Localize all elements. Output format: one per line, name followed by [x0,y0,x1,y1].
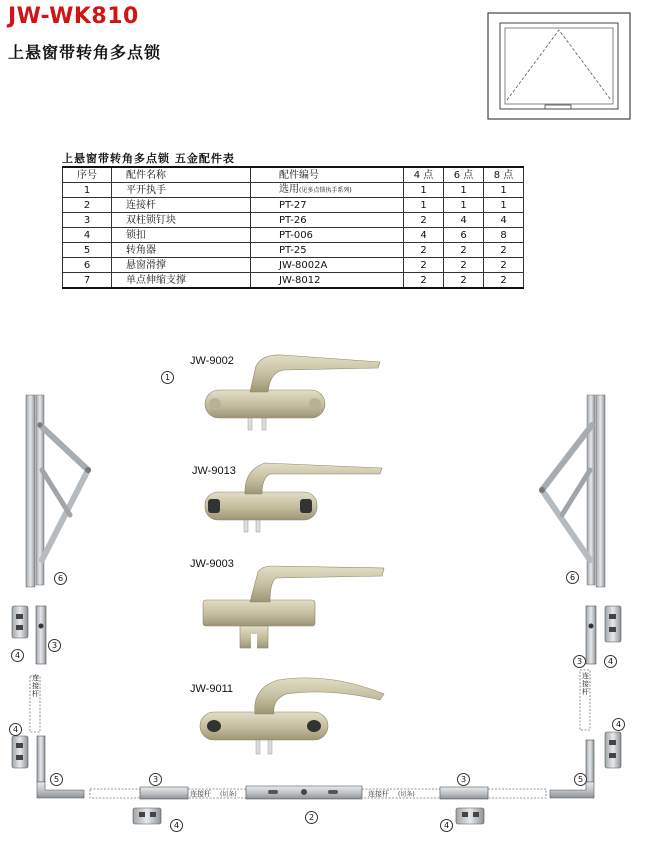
rod-label: 连接杆 [190,790,211,798]
cell: PT-26 [251,213,404,228]
marker-3: 3 [48,639,61,652]
marker-5: 5 [574,773,587,786]
marker-3: 3 [149,773,162,786]
marker-1: 1 [161,371,174,384]
col-header: 6 点 [444,167,484,183]
cell: 1 [484,198,524,213]
cell: 2 [444,258,484,273]
handle-label-jw-9002: JW-9002 [190,355,234,367]
marker-4: 4 [9,723,22,736]
cell-note: (见多点锁执手系列) [299,187,352,194]
rod-label: 连接杆 [368,790,389,798]
rod-label-vertical-right: 连接杆 [582,672,589,696]
left-lock-parts [12,606,46,782]
marker-6: 6 [566,571,579,584]
friction-stay-right [539,395,605,587]
table-row [63,198,524,213]
cell: 转角器 [112,243,251,258]
cell: 2 [444,273,484,289]
table-row [63,213,524,228]
cell: 6 [63,258,112,273]
cell: PT-006 [251,228,404,243]
marker-6: 6 [54,572,67,585]
col-header: 8 点 [484,167,524,183]
marker-3: 3 [457,773,470,786]
cell: 2 [484,243,524,258]
cell: 7 [63,273,112,289]
cell: 8 [484,228,524,243]
col-header: 配件名称 [112,167,251,183]
marker-2: 2 [305,811,318,824]
cell: JW-8012 [251,273,404,289]
cell: 2 [63,198,112,213]
cell: 2 [404,243,444,258]
product-title: JW-WK810 [8,4,139,29]
cell: PT-27 [251,198,404,213]
cell: 6 [444,228,484,243]
cell: 悬窗滑撑 [112,258,251,273]
cell: 2 [404,213,444,228]
cell: 连接杆 [112,198,251,213]
cell-code [251,183,404,198]
cell: 1 [444,183,484,198]
rod-note: (切条) [220,791,237,798]
cell: 4 [484,213,524,228]
friction-stay-left [26,395,91,587]
table-row [63,273,524,289]
parts-table [62,166,524,289]
handle-label-jw-9013: JW-9013 [192,465,236,477]
rod-label-vertical-left: 连接杆 [32,674,39,698]
cell: 单点伸缩支撑 [112,273,251,289]
marker-3: 3 [573,655,586,668]
cell: 4 [63,228,112,243]
rod-note: (切条) [398,791,415,798]
cell: 锁扣 [112,228,251,243]
col-header: 4 点 [404,167,444,183]
handle-label-jw-9003: JW-9003 [190,558,234,570]
handle-label-jw-9011: JW-9011 [190,683,234,695]
cell: PT-25 [251,243,404,258]
marker-4: 4 [170,819,183,832]
cell: 5 [63,243,112,258]
cell: 4 [444,213,484,228]
marker-4: 4 [612,718,625,731]
cell: 1 [63,183,112,198]
window-diagram [487,12,631,120]
cell: 平开执手 [112,183,251,198]
cell: 2 [404,258,444,273]
cell: 4 [404,228,444,243]
cell: 2 [484,273,524,289]
marker-5: 5 [50,773,63,786]
corner-drive-right [550,782,594,798]
table-row [63,183,524,198]
table-row [63,258,524,273]
cell: 1 [484,183,524,198]
cell: 双柱锁钉块 [112,213,251,228]
table-caption: 上悬窗带转角多点锁 五金配件表 [62,152,235,165]
cell: 1 [444,198,484,213]
marker-4: 4 [440,819,453,832]
cell: 3 [63,213,112,228]
col-header: 序号 [63,167,112,183]
hardware-illustration [0,330,650,847]
table-header-row [63,167,524,183]
cell-code-text: 选用 [279,184,299,195]
product-subtitle: 上悬窗带转角多点锁 [8,43,162,62]
table-row [63,228,524,243]
handle-jw-9003 [203,566,384,650]
marker-4: 4 [604,655,617,668]
cell: 2 [444,243,484,258]
bottom-rod-assembly [90,786,546,824]
col-header: 配件编号 [251,167,404,183]
marker-4: 4 [11,649,24,662]
cell: 1 [404,183,444,198]
table-row [63,243,524,258]
cell: 2 [484,258,524,273]
cell: 1 [404,198,444,213]
cell: 2 [404,273,444,289]
cell: JW-8002A [251,258,404,273]
